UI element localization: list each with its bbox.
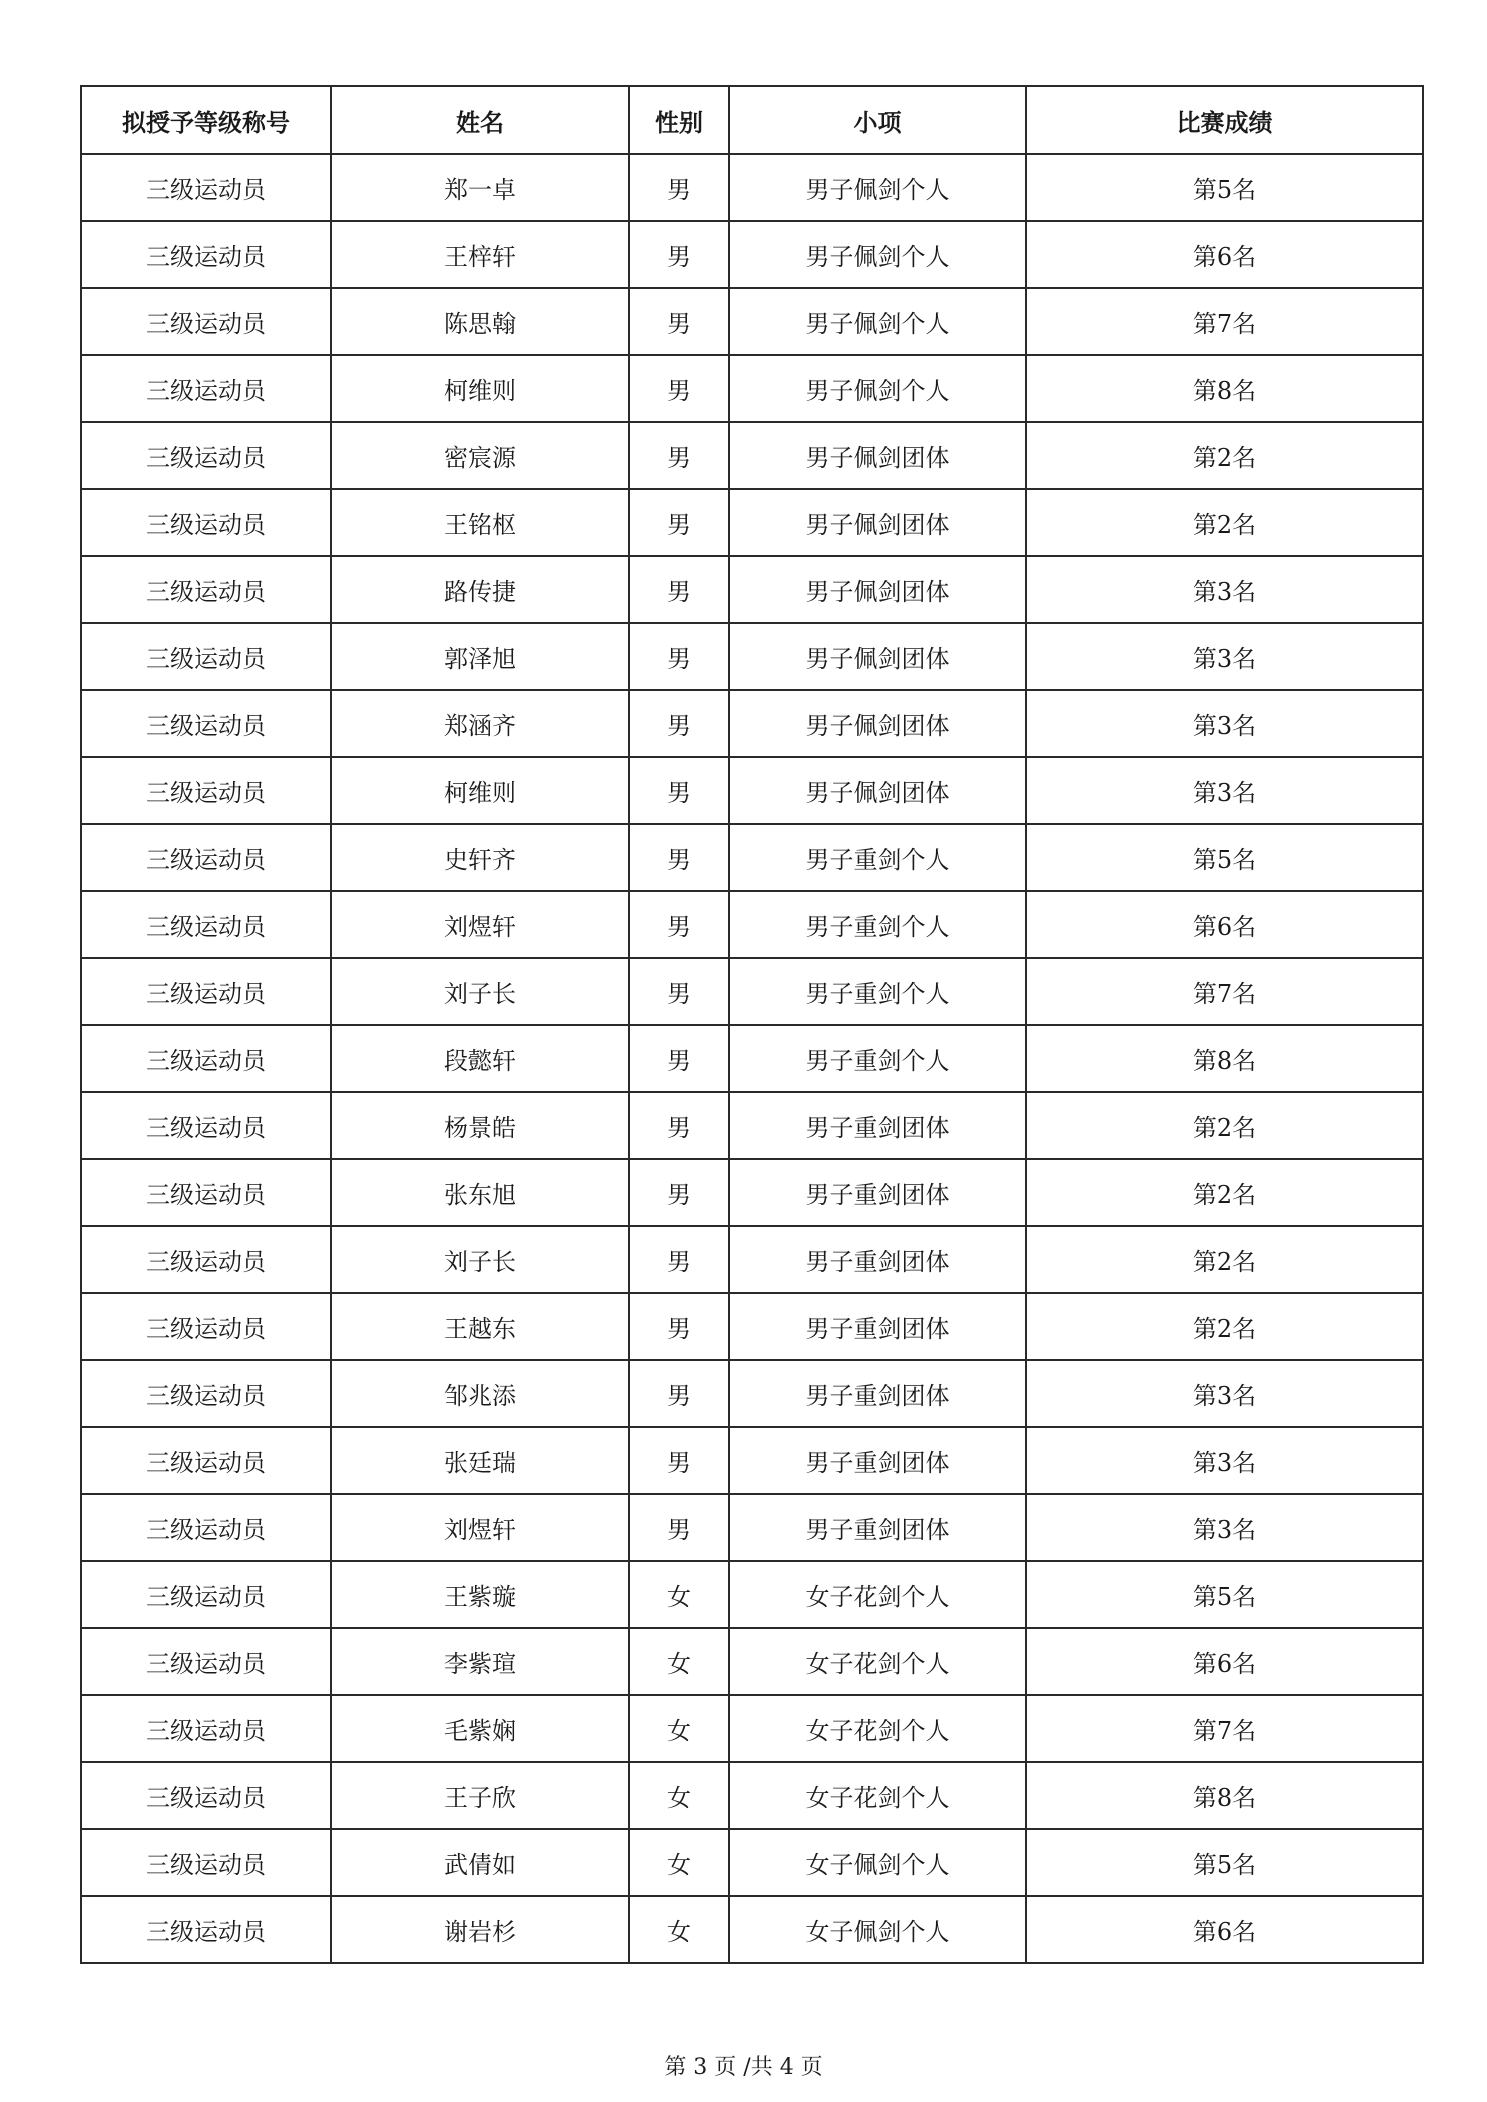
table-row bbox=[81, 489, 1423, 556]
cell-sex: 男 bbox=[629, 1427, 729, 1494]
cell-sex: 男 bbox=[629, 1092, 729, 1159]
table-row bbox=[81, 824, 1423, 891]
cell-grade: 三级运动员 bbox=[81, 556, 331, 623]
cell-name: 刘子长 bbox=[331, 958, 629, 1025]
table-row bbox=[81, 1025, 1423, 1092]
cell-sex: 女 bbox=[629, 1762, 729, 1829]
cell-name: 郭泽旭 bbox=[331, 623, 629, 690]
cell-sex: 男 bbox=[629, 154, 729, 221]
table-row bbox=[81, 958, 1423, 1025]
header-event: 小项 bbox=[729, 86, 1026, 154]
cell-event: 女子佩剑个人 bbox=[729, 1829, 1026, 1896]
cell-grade: 三级运动员 bbox=[81, 1226, 331, 1293]
cell-sex: 男 bbox=[629, 221, 729, 288]
cell-event: 男子佩剑个人 bbox=[729, 288, 1026, 355]
cell-grade: 三级运动员 bbox=[81, 824, 331, 891]
cell-name: 王紫璇 bbox=[331, 1561, 629, 1628]
cell-grade: 三级运动员 bbox=[81, 1293, 331, 1360]
cell-result: 第3名 bbox=[1026, 690, 1423, 757]
cell-grade: 三级运动员 bbox=[81, 1360, 331, 1427]
cell-name: 柯维则 bbox=[331, 757, 629, 824]
cell-sex: 女 bbox=[629, 1829, 729, 1896]
cell-grade: 三级运动员 bbox=[81, 221, 331, 288]
cell-result: 第3名 bbox=[1026, 556, 1423, 623]
header-result: 比赛成绩 bbox=[1026, 86, 1423, 154]
cell-event: 男子重剑个人 bbox=[729, 958, 1026, 1025]
cell-name: 郑一卓 bbox=[331, 154, 629, 221]
cell-name: 郑涵齐 bbox=[331, 690, 629, 757]
cell-sex: 男 bbox=[629, 623, 729, 690]
cell-result: 第2名 bbox=[1026, 1092, 1423, 1159]
table-row bbox=[81, 221, 1423, 288]
cell-grade: 三级运动员 bbox=[81, 1628, 331, 1695]
cell-grade: 三级运动员 bbox=[81, 1896, 331, 1963]
cell-event: 女子花剑个人 bbox=[729, 1561, 1026, 1628]
cell-sex: 男 bbox=[629, 1025, 729, 1092]
cell-name: 杨景皓 bbox=[331, 1092, 629, 1159]
cell-sex: 男 bbox=[629, 824, 729, 891]
cell-result: 第2名 bbox=[1026, 1159, 1423, 1226]
cell-result: 第5名 bbox=[1026, 1829, 1423, 1896]
table-row bbox=[81, 757, 1423, 824]
table-row bbox=[81, 623, 1423, 690]
cell-result: 第3名 bbox=[1026, 1494, 1423, 1561]
cell-sex: 男 bbox=[629, 489, 729, 556]
cell-result: 第2名 bbox=[1026, 489, 1423, 556]
cell-name: 毛紫娴 bbox=[331, 1695, 629, 1762]
cell-result: 第3名 bbox=[1026, 1427, 1423, 1494]
cell-name: 王子欣 bbox=[331, 1762, 629, 1829]
table-row bbox=[81, 556, 1423, 623]
cell-event: 男子佩剑个人 bbox=[729, 221, 1026, 288]
cell-result: 第6名 bbox=[1026, 1896, 1423, 1963]
table-row bbox=[81, 1628, 1423, 1695]
cell-name: 刘子长 bbox=[331, 1226, 629, 1293]
cell-sex: 女 bbox=[629, 1628, 729, 1695]
table-row bbox=[81, 422, 1423, 489]
cell-sex: 男 bbox=[629, 1494, 729, 1561]
cell-event: 女子花剑个人 bbox=[729, 1628, 1026, 1695]
cell-name: 邹兆添 bbox=[331, 1360, 629, 1427]
header-sex: 性别 bbox=[629, 86, 729, 154]
cell-event: 男子佩剑团体 bbox=[729, 556, 1026, 623]
cell-sex: 男 bbox=[629, 1293, 729, 1360]
cell-name: 武倩如 bbox=[331, 1829, 629, 1896]
cell-event: 男子佩剑团体 bbox=[729, 422, 1026, 489]
table-row bbox=[81, 1695, 1423, 1762]
cell-result: 第2名 bbox=[1026, 1293, 1423, 1360]
cell-name: 陈思翰 bbox=[331, 288, 629, 355]
cell-sex: 男 bbox=[629, 757, 729, 824]
cell-sex: 男 bbox=[629, 355, 729, 422]
cell-grade: 三级运动员 bbox=[81, 623, 331, 690]
header-name: 姓名 bbox=[331, 86, 629, 154]
table-body bbox=[81, 154, 1423, 1963]
table-row bbox=[81, 891, 1423, 958]
cell-grade: 三级运动员 bbox=[81, 355, 331, 422]
table-row bbox=[81, 288, 1423, 355]
table-header-row bbox=[81, 86, 1423, 154]
cell-grade: 三级运动员 bbox=[81, 1494, 331, 1561]
table-row bbox=[81, 1159, 1423, 1226]
athlete-roster-table bbox=[80, 85, 1424, 1964]
table-row bbox=[81, 1360, 1423, 1427]
cell-event: 男子重剑团体 bbox=[729, 1226, 1026, 1293]
table-row bbox=[81, 355, 1423, 422]
cell-grade: 三级运动员 bbox=[81, 958, 331, 1025]
cell-result: 第8名 bbox=[1026, 355, 1423, 422]
cell-grade: 三级运动员 bbox=[81, 1829, 331, 1896]
table-row bbox=[81, 690, 1423, 757]
cell-name: 谢岩杉 bbox=[331, 1896, 629, 1963]
cell-grade: 三级运动员 bbox=[81, 1695, 331, 1762]
cell-sex: 男 bbox=[629, 1226, 729, 1293]
cell-result: 第6名 bbox=[1026, 221, 1423, 288]
cell-name: 王铭枢 bbox=[331, 489, 629, 556]
cell-name: 王越东 bbox=[331, 1293, 629, 1360]
cell-result: 第8名 bbox=[1026, 1762, 1423, 1829]
table-row bbox=[81, 154, 1423, 221]
cell-event: 男子佩剑团体 bbox=[729, 623, 1026, 690]
cell-result: 第7名 bbox=[1026, 1695, 1423, 1762]
table-row bbox=[81, 1092, 1423, 1159]
cell-event: 男子重剑团体 bbox=[729, 1092, 1026, 1159]
table-row bbox=[81, 1293, 1423, 1360]
cell-name: 张廷瑞 bbox=[331, 1427, 629, 1494]
cell-event: 男子重剑团体 bbox=[729, 1360, 1026, 1427]
page-number: 第 3 页 /共 4 页 bbox=[664, 2055, 823, 2080]
cell-result: 第2名 bbox=[1026, 422, 1423, 489]
cell-grade: 三级运动员 bbox=[81, 1159, 331, 1226]
cell-sex: 男 bbox=[629, 556, 729, 623]
cell-sex: 男 bbox=[629, 958, 729, 1025]
cell-sex: 男 bbox=[629, 288, 729, 355]
cell-event: 男子佩剑团体 bbox=[729, 757, 1026, 824]
cell-event: 男子重剑团体 bbox=[729, 1293, 1026, 1360]
cell-grade: 三级运动员 bbox=[81, 154, 331, 221]
cell-sex: 女 bbox=[629, 1695, 729, 1762]
cell-name: 密宸源 bbox=[331, 422, 629, 489]
cell-sex: 女 bbox=[629, 1561, 729, 1628]
cell-name: 路传捷 bbox=[331, 556, 629, 623]
cell-grade: 三级运动员 bbox=[81, 1025, 331, 1092]
cell-event: 女子佩剑个人 bbox=[729, 1896, 1026, 1963]
cell-sex: 男 bbox=[629, 690, 729, 757]
cell-grade: 三级运动员 bbox=[81, 1427, 331, 1494]
cell-result: 第7名 bbox=[1026, 958, 1423, 1025]
cell-result: 第7名 bbox=[1026, 288, 1423, 355]
table-row bbox=[81, 1494, 1423, 1561]
cell-name: 刘煜轩 bbox=[331, 1494, 629, 1561]
cell-name: 史轩齐 bbox=[331, 824, 629, 891]
cell-grade: 三级运动员 bbox=[81, 1092, 331, 1159]
cell-result: 第5名 bbox=[1026, 154, 1423, 221]
cell-sex: 女 bbox=[629, 1896, 729, 1963]
table-row bbox=[81, 1829, 1423, 1896]
cell-grade: 三级运动员 bbox=[81, 288, 331, 355]
cell-event: 男子佩剑团体 bbox=[729, 690, 1026, 757]
cell-grade: 三级运动员 bbox=[81, 757, 331, 824]
cell-name: 李紫瑄 bbox=[331, 1628, 629, 1695]
cell-result: 第2名 bbox=[1026, 1226, 1423, 1293]
cell-sex: 男 bbox=[629, 891, 729, 958]
cell-grade: 三级运动员 bbox=[81, 690, 331, 757]
cell-event: 男子重剑个人 bbox=[729, 891, 1026, 958]
cell-name: 柯维则 bbox=[331, 355, 629, 422]
cell-grade: 三级运动员 bbox=[81, 422, 331, 489]
cell-event: 女子花剑个人 bbox=[729, 1695, 1026, 1762]
cell-event: 女子花剑个人 bbox=[729, 1762, 1026, 1829]
table-row bbox=[81, 1427, 1423, 1494]
cell-event: 男子佩剑团体 bbox=[729, 489, 1026, 556]
cell-name: 王梓轩 bbox=[331, 221, 629, 288]
header-grade: 拟授予等级称号 bbox=[81, 86, 331, 154]
cell-grade: 三级运动员 bbox=[81, 891, 331, 958]
cell-event: 男子重剑团体 bbox=[729, 1494, 1026, 1561]
cell-event: 男子重剑团体 bbox=[729, 1427, 1026, 1494]
cell-sex: 男 bbox=[629, 1360, 729, 1427]
cell-grade: 三级运动员 bbox=[81, 1762, 331, 1829]
cell-name: 段懿轩 bbox=[331, 1025, 629, 1092]
table-row bbox=[81, 1226, 1423, 1293]
table-row bbox=[81, 1561, 1423, 1628]
cell-event: 男子重剑个人 bbox=[729, 1025, 1026, 1092]
cell-result: 第6名 bbox=[1026, 891, 1423, 958]
cell-event: 男子重剑团体 bbox=[729, 1159, 1026, 1226]
cell-result: 第3名 bbox=[1026, 623, 1423, 690]
cell-sex: 男 bbox=[629, 422, 729, 489]
cell-name: 刘煜轩 bbox=[331, 891, 629, 958]
table-row bbox=[81, 1896, 1423, 1963]
cell-result: 第8名 bbox=[1026, 1025, 1423, 1092]
cell-result: 第3名 bbox=[1026, 757, 1423, 824]
cell-event: 男子重剑个人 bbox=[729, 824, 1026, 891]
cell-sex: 男 bbox=[629, 1159, 729, 1226]
table-row bbox=[81, 1762, 1423, 1829]
cell-result: 第5名 bbox=[1026, 824, 1423, 891]
cell-result: 第3名 bbox=[1026, 1360, 1423, 1427]
cell-event: 男子佩剑个人 bbox=[729, 154, 1026, 221]
cell-result: 第5名 bbox=[1026, 1561, 1423, 1628]
cell-result: 第6名 bbox=[1026, 1628, 1423, 1695]
cell-name: 张东旭 bbox=[331, 1159, 629, 1226]
cell-event: 男子佩剑个人 bbox=[729, 355, 1026, 422]
cell-grade: 三级运动员 bbox=[81, 1561, 331, 1628]
cell-grade: 三级运动员 bbox=[81, 489, 331, 556]
